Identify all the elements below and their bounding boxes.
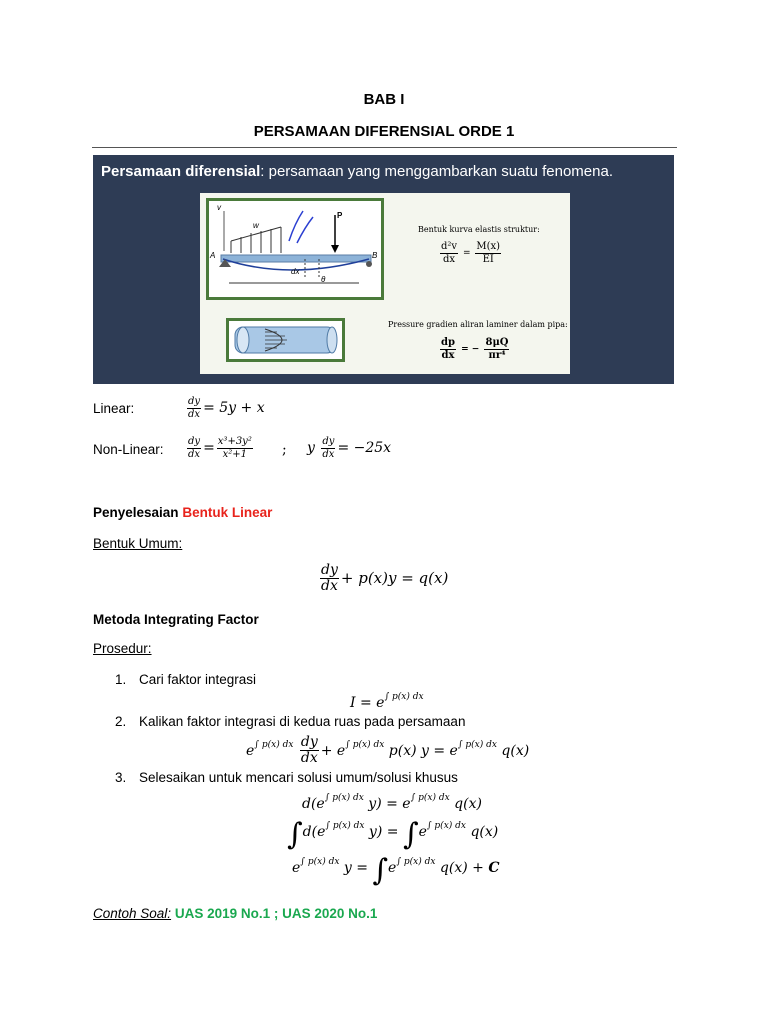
general-form-label: Bentuk Umum: bbox=[93, 536, 183, 551]
linear-label: Linear: bbox=[93, 401, 135, 416]
figure-heading: Persamaan diferensial: persamaan yang menggambarkan suatu fenomena. bbox=[101, 163, 613, 180]
chapter-heading: BAB I bbox=[363, 91, 405, 108]
figure-banner bbox=[93, 155, 674, 384]
nonlinear-equation: $\frac{dy}{dx}$ = $\frac{\text{x³+3y²}}{\text{x²+1}}$ bbox=[188, 436, 252, 460]
pipe-diagram bbox=[226, 318, 345, 362]
pipe-equation: $\frac{dp}{dx}$ = − $\frac{8\mu Q}{\text{πr⁴}}$ bbox=[441, 337, 509, 361]
step-3-text: Selesaikan untuk mencari solusi umum/solusi khusus bbox=[139, 770, 458, 785]
procedure-label: Prosedur: bbox=[93, 641, 152, 656]
integrating-factor-equation: $I = e^{\int p(x) dx}$ bbox=[350, 692, 424, 711]
pipe-caption: Pressure gradien aliran laminer dalam pipa: bbox=[388, 320, 568, 329]
step-2-text: Kalikan faktor integrasi di kedua ruas pada persamaan bbox=[139, 714, 466, 729]
step-1-text: Cari faktor integrasi bbox=[139, 672, 257, 687]
solution-line-3: $e^{\int p(x) dx}$ $y = \int e^{\int p(x) dx}$ q(x) + C bbox=[292, 853, 500, 888]
nonlinear-label: Non-Linear: bbox=[93, 442, 164, 457]
step-3-number: 3. bbox=[115, 770, 127, 785]
title-divider bbox=[92, 147, 677, 148]
pipe-drawing bbox=[229, 321, 342, 359]
example-line: Contoh Soal: UAS 2019 No.1 ; UAS 2020 No.1 bbox=[93, 906, 378, 921]
method-title: Metoda Integrating Factor bbox=[93, 612, 259, 627]
solution-line-2: $\int d(e^{\int p(x) dx}$ $y) = \int e^{\int p(x) dx}$ q(x) bbox=[287, 817, 499, 852]
nonlinear-equation-2: y $\frac{dy}{dx}$ = −25x bbox=[307, 436, 392, 460]
solution-line-1: $d(e^{\int p(x) dx}$ $y) = e^{\int p(x) dx}$ q(x) bbox=[302, 793, 482, 812]
step-2-equation: $e^{\int p(x) dx}$ $\frac{dy}{dx}$ + $e^{\int p(x) dx}$ p(x) $y = e^{\int p(x) dx}$ q(x) bbox=[246, 734, 530, 767]
step-1-number: 1. bbox=[115, 672, 127, 687]
beam-caption: Bentuk kurva elastis struktur: bbox=[418, 225, 540, 234]
general-form-equation: $\frac{dy}{dx}$ + p(x)y = q(x) bbox=[321, 562, 449, 595]
chapter-title: PERSAMAAN DIFERENSIAL ORDE 1 bbox=[253, 123, 515, 140]
beam-diagram: v w P A B dx θ bbox=[206, 198, 384, 300]
beam-equation: $\frac{\text{d²v}}{dx}$ = $\frac{M(x)}{EI}$ bbox=[441, 241, 501, 265]
figure-panel bbox=[200, 193, 570, 374]
equation-separator: ; bbox=[282, 442, 287, 458]
beam-drawing bbox=[209, 201, 381, 297]
solution-heading: Penyelesaian Bentuk Linear bbox=[93, 505, 273, 520]
linear-equation: $\frac{dy}{dx}$ = 5y + x bbox=[188, 396, 265, 420]
step-2-number: 2. bbox=[115, 714, 127, 729]
